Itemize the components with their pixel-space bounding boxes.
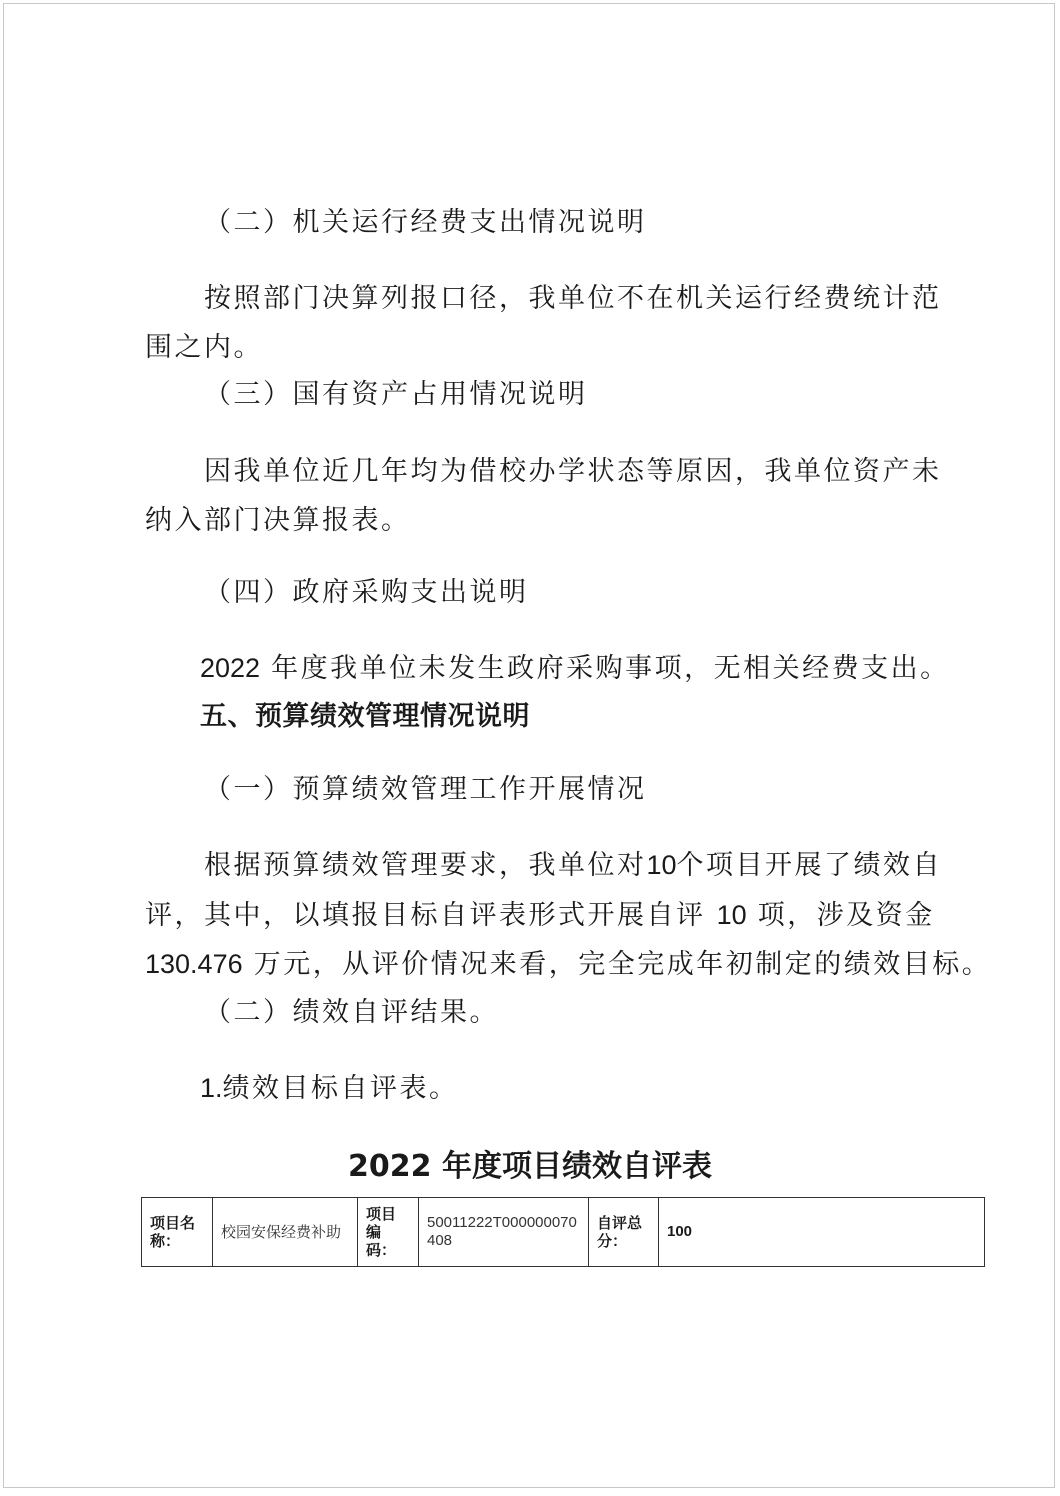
funding-amount: 130.476 bbox=[145, 949, 243, 979]
paragraph-work-progress-line-2 bbox=[145, 898, 935, 933]
paragraph-operating-expenses-line-2: 围之内。 bbox=[145, 332, 263, 363]
document-page bbox=[3, 3, 1055, 1488]
text-segment: 万元，从评价情况来看，完全完成年初制定的绩效目标。 bbox=[253, 949, 992, 980]
performance-table bbox=[141, 1197, 985, 1267]
table-row bbox=[142, 1198, 985, 1267]
paragraph-procurement bbox=[200, 651, 950, 686]
table-title: 2022 年度项目绩效自评表 bbox=[348, 1149, 712, 1184]
text-segment: 评，其中，以填报目标自评表形式开展自评 bbox=[145, 900, 706, 931]
section-heading-operating-expenses: （二）机关运行经费支出情况说明 bbox=[204, 207, 647, 238]
list-item-self-eval-table bbox=[200, 1071, 459, 1106]
paragraph-work-progress-line-3 bbox=[145, 947, 991, 982]
procurement-text: 年度我单位未发生政府采购事项，无相关经费支出。 bbox=[271, 653, 950, 684]
project-code-value: 50011222T000000070408 bbox=[419, 1198, 589, 1267]
section-heading-state-assets: （三）国有资产占用情况说明 bbox=[204, 379, 588, 410]
self-eval-count: 10 bbox=[716, 900, 747, 930]
part-heading-performance-management: 五、预算绩效管理情况说明 bbox=[200, 701, 530, 732]
subsection-heading-self-eval-results: （二）绩效自评结果。 bbox=[204, 997, 499, 1028]
subsection-heading-work-progress: （一）预算绩效管理工作开展情况 bbox=[204, 774, 647, 805]
list-item-number: 1. bbox=[200, 1073, 223, 1103]
score-label: 自评总分： bbox=[589, 1198, 659, 1267]
project-name-label: 项目名称： bbox=[142, 1198, 213, 1267]
section-heading-procurement: （四）政府采购支出说明 bbox=[204, 577, 529, 608]
paragraph-work-progress-line-1 bbox=[204, 848, 942, 883]
score-value: 100 bbox=[659, 1198, 985, 1267]
procurement-year: 2022 bbox=[200, 653, 261, 683]
project-name-value: 校园安保经费补助 bbox=[213, 1198, 358, 1267]
text-segment: 根据预算绩效管理要求，我单位对 bbox=[204, 850, 647, 881]
paragraph-state-assets-line-1: 因我单位近几年均为借校办学状态等原因，我单位资产未 bbox=[204, 456, 942, 487]
paragraph-operating-expenses-line-1: 按照部门决算列报口径，我单位不在机关运行经费统计范 bbox=[204, 283, 942, 314]
project-code-label: 项目编码： bbox=[358, 1198, 419, 1267]
project-count: 10 bbox=[646, 850, 677, 880]
paragraph-state-assets-line-2: 纳入部门决算报表。 bbox=[145, 505, 411, 536]
text-segment: 项，涉及资金 bbox=[757, 900, 935, 931]
text-segment: 个项目开展了绩效自 bbox=[676, 850, 943, 881]
list-item-text: 绩效目标自评表。 bbox=[222, 1073, 459, 1104]
